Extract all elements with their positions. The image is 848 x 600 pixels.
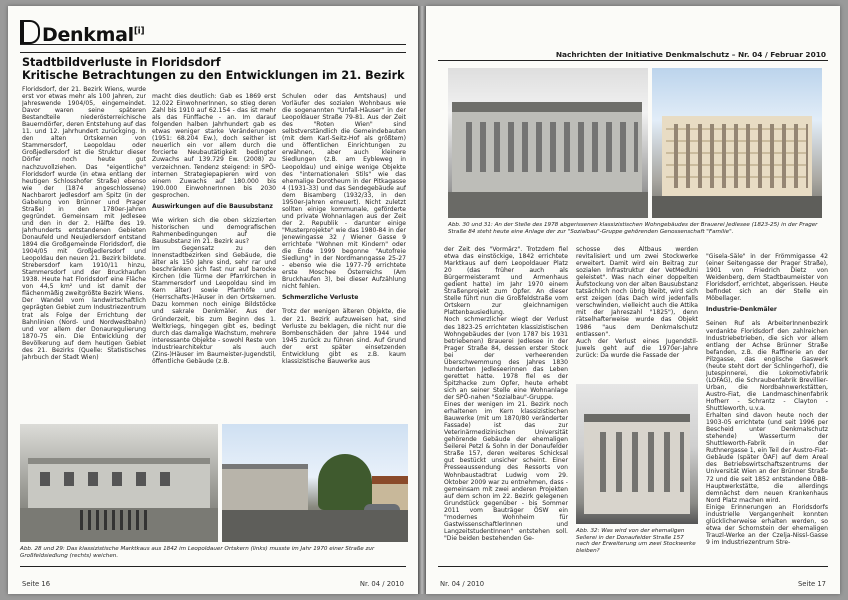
right-column-2: schosse des Altbaus werden revitalisiert und um zwei Stockwerke erweitert. Damit wird ein Beitrag zur sozialen Infrastruktur der VetMedUni geleistet". Was nach einer doppelten Aufstockung von der alten Bausubstanz tatsächlich noch übrig bleibt, wird sich erst zeigen (das Dach wird jedenfalls verschwinden, vielleicht auch die Attika mit der Jahreszahl "1825"), denn rätselhafterweise wurde das Objekt 1986 "aus dem Denkmalschutz entlassen". Auch der Verlust eines Jugendstil-Juwels geht auf die 1970er-Jahre zurück: Da wurde die Fassade der [576, 246, 698, 359]
header-rule [438, 60, 828, 61]
issue-number: Nr. 04 / 2010 [440, 580, 485, 588]
figure-caption-small: Abb. 32: Was wird von der ehemaligen Seilerei in der Donaufelder Straße 157 nach der Erweiterung um zwei Stockwerke bleiben? [576, 528, 696, 554]
issue-number: Nr. 04 / 2010 [359, 580, 404, 588]
header-rule [20, 44, 406, 45]
section-heading: Industrie-Denkmäler [706, 306, 777, 314]
photo-seilerei-petzl [576, 384, 698, 524]
photo-sozialbau-housing [652, 68, 822, 218]
right-column-1: der Zeit des "Vormärz". Trotzdem fiel etwa das einstöckige, 1842 errichtete Marktkaus auf dem Leopoldauer Platz 20 (das früher auch als Bürgermeisteramt und Armenhaus gedient hatte) im Jahr 1970 einem Straßenprojekt zum Opfer. An dieser Stelle führt nun die Großfeldstraße vom Ortskern zur gleichnamigen Plattenbausiedlung. Noch schmerzlicher wiegt der Verlust des 1823-25 errichteten klassizistischen Wohngebäudes der (von 1787 bis 1931 betriebenen) Brauerei Jedlesee in der Prager Straße 84, dessen erster Stock bei der verheerenden Überschwemmung des Jahres 1830 hunderten Jedleseerinnen das Leben gerettet hatte. 1978 fiel es der Spitzhacke zum Opfer, heute erhebt sich an seiner Stelle eine Wohnanlage der SPÖ-nahen "Sozialbau"-Gruppe. Eines der wenigen im 21. Bezirk noch erhaltenen im Kern klassizistischen Bauwerke (mit um 1870/80 veränderter Fassade) ist das zur Veterinärmedizinischen Universität gehörende Gebäude der ehemaligen Seilerei Petzl & Sohn in der Donaufelder Straße 157, deren weiteres Schicksal gut bestückt unsicher scheint. Einer Presseaussendung des Ressorts von Wohnbaustadtrat Ludwig vom 29. Oktober 2009 war zu entnehmen, dass - gemeinsam mit zwei anderen Projekten auf dem schon im 22. Bezirk gelegenen Grundstück gegenüber - bis Sommer 2011 vom Bauträger ÖSW ein "modernes Wohnheim für GastwissenschaftlerInnen und LangzeitstudentInnen" entstehen soll. "Die beiden bestehenden Ge- [444, 246, 568, 542]
header-rule-thin [20, 52, 406, 53]
left-page [8, 6, 418, 594]
right-column-3: "Gisela-Säle" in der Frömmigasse 42 (einer Seitengasse der Prager Straße), 1901 von Friedrich Dietz von Weidenberg, dem Stadtbaumeister von Floridsdorf, errichtet, abgerissen. Heute befindet sich an der Stelle ein Möbellager. Industrie-Denkmäler Seinen Ruf als ArbeiterInnenbezirk verdankte Floridsdorf den zahlreichen Industriebetrieben, die sich vor allem entlang der Achse Brünner Straße befanden, z.B. die Raffinerie an der Pilzgasse, das englische Gaswerk (heute steht dort der Schlingerhof), die Jutespinnerei, die Lokomotivfabrik (LOFAG), die Schraubenfabrik Brevillier-Urban, die Nordbahnwerkstätten, Austro-Fiat, die Landmaschinenfabrik Hofherr - Schrantz - Clayton - Shuttleworth, u.v.a. Erhalten sind davon heute noch der 1903-05 errichtete (und seit 1996 per Bescheid unter Denkmalschutz stehende) Wasserturm der Shuttleworth-Fabrik in der Ruthnergasse 1, ein Teil der Austro-Fiat-Gebäude (später ÖAF) auf dem Areal des Betriebswirtschaftszentrums der Universität Wien an der Brünner Straße 72 und die seit 1852 entstandene ÖBB-Hauptwerkstätte, die allerdings demnächst dem neuen Krankenhaus Nord Platz machen wird. Einige Erinnerungen an Floridsdorfs industrielle Vergangenheit konnten glücklicherweise erhalten werden, so etwa der Schornstein der ehemaligen Trauzl-Werke an der Czelja-Nissl-Gasse 9 im Industriezentrum Stre- [706, 253, 828, 546]
left-column-1: Floridsdorf, der 21. Bezirk Wiens, wurde erst vor etwas mehr als 100 Jahren, zur Jahreswende 1904/05, eingemeindet. Davor waren seine späteren Bestandteile niederösterreichische Bauerndörfer, deren Entstehung auf das 11. und 12. Jahrhundert zurückging. In den alten Ortskernen von Stammersdorf, Leopoldau oder Großjedlersdorf ist die Struktur dieser Dörfer noch heute gut nachzuvollziehen. Das "eigentliche" Floridsdorf wurde (in etwa entlang der heutigen Schlosshofer Straße) ebenso wie der (1874 angeschlossene) Nachbarort Jedlesdorf am Spitz (in der Gabelung von Brünner und Prager Straße) in den 1780er-Jahren gegründet. Gemeinsam mit Jedlesee und den in der 2. Hälfte des 19. Jahrhunderts entstandenen Gebieten Donaufeld und Neujedlersdorf entstand 1894 die Großgemeinde Floridsdorf, die 1904/05 mit Großjedlersdorf und Leopoldau den neuen 21. Bezirk bildete. Strebersdorf kam 1910/11 hinzu, Stammersdorf und der Bruckhaufen 1938. Heute hat Floridsdorf eine Fläche von 44,5 km² und ist damit der flächenmäßig zweitgrößte Bezirk Wiens. Der Wandel vom landwirtschaftlich geprägten Gebiet zum Industriezentrum trat als Folge der Errichtung der Bahnlinien (Nord- und Nordwestbahn) und vor allem der Donauregulierung 1870-75 ein. Die Entwicklung der Bevölkerung auf dem heutigen Gebiet des 21. Bezirks (Quelle: Statistisches Jahrbuch der Stadt Wien) [22, 86, 146, 361]
section-heading: Auswirkungen auf die Bausubstanz [152, 202, 273, 210]
historic-photo-market-house [20, 424, 218, 542]
right-page [426, 6, 840, 594]
figure-caption-top: Abb. 30 und 31: An der Stelle des 1978 abgerissenen klassizistischen Wohngebäudes der Brauerei Jedlesee (1823-25) in der Prager Straße 84 steht heute eine Anlage der zur "Sozialbau"-Gruppe gehörenden Genossenschaft "Familie". [448, 222, 818, 235]
section-heading: Schmerzliche Verluste [282, 294, 359, 302]
photo-grossfeldstrasse [222, 424, 408, 542]
figure-caption: Abb. 28 und 29: Das klassizistische Marktkaus aus 1842 im Leopoldauer Ortskern (links) musste im Jahr 1970 einer Straße zur Großfeldsiedlung (rechts) weichen. [20, 546, 375, 559]
footer-rule [20, 566, 406, 567]
footer-rule [438, 566, 828, 567]
book-spine [418, 6, 426, 594]
article-title: Stadtbildverluste in Floridsdorf Kritische Betrachtungen zu den Entwicklungen im 21. Bezirk [22, 56, 405, 82]
page-number: Seite 16 [22, 580, 51, 588]
page-number: Seite 17 [797, 580, 826, 588]
historic-photo-brewery-jedlesee [448, 68, 648, 218]
left-column-3: Schulen oder das Amtshaus) und Vorläufer des sozialen Wohnbaus wie die sogenannten "Unfall-Häuser" in der Leopoldauer Straße 79-81. Aus der Zeit des "Roten Wien" sind selbstverständlich die Gemeindebauten (mit dem Karl-Seitz-Hof als größtem) und öffentlichen Einrichtungen zu erwähnen, aber auch kleinere Siedlungen (z.B. am Eybleweg in Leopoldau) und einige wenige Objekte des "internationalen Stils" wie das ehemalige Dorotheum in der Pitkagasse 4 (1931-33) und das Sendegebäude auf dem Bisamberg (1932/33, in den 1950er-Jahren erneuert). Nicht zuletzt sollten einige kommunale, geförderte und private Wohnanlagen aus der Zeit der 2. Republik - darunter einige "Musterprojekte" wie das 1980-84 in der Jenewingasse 32 / Wiener Gasse 9 errichtete "Wohnen mit Kindern" oder die Ende 1999 begonne "Autofreie Siedlung" in der Nordmanngasse 25-27 - ebenso wie die 1977-79 errichtete erste Moschee Österreichs (Am Bruckhaufen 3), bei dieser Aufzählung nicht fehlen. Schmerzliche Verluste Trotz der wenigen älteren Objekte, die der 21. Bezirk aufzuweisen hat, sind Verluste zu beklagen, die nicht nur die Bombenschäden der Jahre 1944 und 1945 zurück zu führen sind. Auf Grund der erst später einsetzenden Entwicklung gibt es z.B. kaum klassizistische Bauwerke aus [282, 93, 406, 365]
page-header: Nachrichten der Initiative Denkmalschutz – Nr. 04 / Februar 2010 [555, 50, 826, 59]
magazine-logo: Denkmal[i] [20, 20, 144, 46]
left-column-2: macht dies deutlich: Gab es 1869 erst 12.022 EinwohnerInnen, so stieg deren Zahl bis 1910 auf 62.154 - das ist mehr als das Fünffache - an. Im darauf folgenden halben Jahrhundert gab es etwas weniger starke Veränderungen (1951: 68.204 Ew.), doch seither ist neuerlich ein vor allem durch die forcierte Neubautätigkeit bedingter Zuwachs auf 139.729 Ew. (2008) zu verzeichnen. Tendenz steigend: in SPÖ-internen Strategiepapieren wird von einem Zuwachs auf 180.000 bis 190.000 EinwohnerInnen bis 2030 gesprochen. Auswirkungen auf die Bausubstanz Wie wirken sich die oben skizzierten historischen und demografischen Rahmenbedingungen auf die Bausubstanz im 21. Bezirk aus? Im Gegensatz zu den Innenstadtbezirken sind Gebäude, die älter als 150 Jahre sind, sehr rar und beschränken sich fast nur auf barocke Kirchen (die Türme der Pfarrkirchen in Stammersdorf und Leopoldau sind im Kern älter) sowie Pfarrhöfe und (Herrschafts-)Häuser in den Ortskernen. Dazu kommen noch einige Bildstöcke und sakrale Denkmäler. Aus der Gründerzeit, bis zum Beginn des 1. Weltkriegs, hingegen gibt es, bedingt durch das damalige Wachstum, mehrere interessante Objekte - sowohl Reste von Industriearchitektur als auch (Zins-)Häuser im Baumeister-Jugendstil, öffentliche Gebäude (z.B. [152, 93, 276, 365]
